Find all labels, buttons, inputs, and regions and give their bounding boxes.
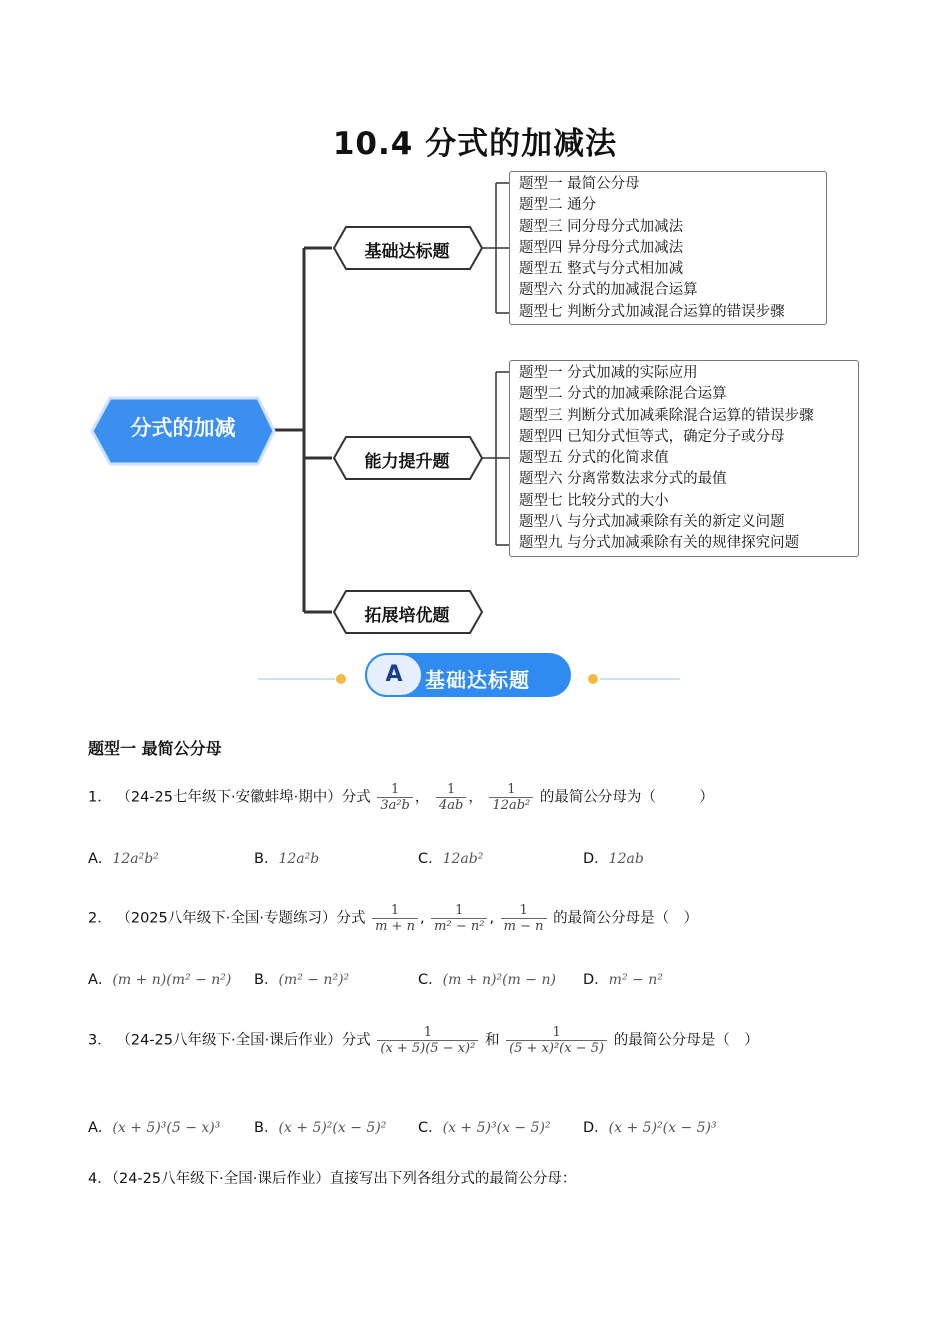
option-d[interactable]: D．(x + 5)²(x − 5)³	[583, 1120, 717, 1136]
option-b[interactable]: B．(x + 5)²(x − 5)²	[254, 1120, 387, 1136]
topic-item: 题型九 与分式加减乘除有关的规律探究问题	[519, 535, 800, 552]
topic-item: 题型七 判断分式加减混合运算的错误步骤	[519, 303, 785, 320]
topic-item: 题型五 分式的化简求值	[519, 450, 669, 467]
topic-item: 题型一 最简公分母	[519, 176, 640, 192]
fraction: $\frac{1}{\text{3a²b}}$	[377, 782, 413, 813]
fraction: $\frac{1}{\text{m² − n²}}$	[431, 903, 487, 934]
option-b[interactable]: B．12a²b	[254, 851, 320, 867]
topic-item: 题型四 已知分式恒等式，确定分子或分母	[519, 428, 785, 445]
topic-list-basic	[509, 171, 827, 325]
question-4: 4．（24-25八年级下·全国·课后作业）直接写出下列各组分式的最简公分母：	[88, 1171, 577, 1187]
question-tail: 的最简公分母为（ ）	[539, 789, 714, 806]
banner-dot-left	[336, 674, 346, 684]
branch-node-basic: 基础达标题	[364, 242, 450, 262]
section-heading: 题型一 最简公分母	[88, 739, 222, 758]
question-source: （24-25七年级下·安徽蚌埠·期中）分式	[116, 789, 371, 806]
fraction: $\frac{1}{\text{12ab²}}$	[489, 782, 533, 813]
topic-item: 题型一 分式加减的实际应用	[519, 365, 698, 381]
banner-dot-right	[588, 674, 598, 684]
connector-list-2	[482, 372, 509, 545]
option-d[interactable]: D．12ab	[583, 851, 644, 867]
fraction: $\frac{1}{m - n}$	[501, 903, 547, 934]
topic-item: 题型七 比较分式的大小	[519, 492, 669, 509]
topic-item: 题型二 通分	[519, 197, 597, 214]
question-3: 3． （24-25八年级下·全国·课后作业）分式 $\frac{1}{\text{(x + 5)(5 − x)²}}$ 和 $\frac{1}{\text{(5 + x)²(x − 5)}}$ 的最简公分母是（ ）	[88, 1025, 759, 1056]
topic-item: 题型三 判断分式加减乘除混合运算的错误步骤	[519, 407, 814, 424]
topic-item: 题型六 分离常数法求分式的最值	[519, 471, 727, 488]
connector-list-1	[482, 183, 509, 313]
question-2: 2． （2025八年级下·全国·专题练习）分式 $\frac{1}{m + n}$ , $\frac{1}{\text{m² − n²}}$ , $\frac{1}{m - n}$ 的最简公分母是（ ）	[88, 903, 699, 934]
section-banner-label: 基础达标题	[425, 668, 530, 692]
topic-item: 题型八 与分式加减乘除有关的新定义问题	[519, 514, 785, 531]
topic-item: 题型三 同分母分式加减法	[519, 218, 684, 235]
branch-node-advanced: 能力提升题	[364, 452, 450, 472]
option-a[interactable]: A．12a²b²	[88, 851, 159, 867]
fraction: $\frac{1}{m + n}$	[372, 903, 418, 934]
topic-item: 题型五 整式与分式相加减	[519, 261, 684, 278]
topic-item: 题型四 异分母分式加减法	[519, 239, 684, 256]
root-node: 分式的加减	[130, 416, 236, 440]
option-c[interactable]: C．(x + 5)³(x − 5)²	[418, 1120, 551, 1136]
page-title: 10.4 分式的加减法	[332, 126, 618, 162]
topic-item: 题型六 分式的加减混合运算	[519, 282, 698, 299]
fraction: $\frac{1}{\text{(x + 5)(5 − x)²}}$	[377, 1025, 478, 1056]
question-1: 1． （24-25七年级下·安徽蚌埠·期中）分式 $\frac{1}{\text{3a²b}}$ ， $\frac{1}{4ab}$ ， $\frac{1}{\text{12ab²}}$ 的最简公分母为（ ）	[88, 782, 714, 813]
option-b[interactable]: B．(m² − n²)²	[254, 972, 350, 988]
option-c[interactable]: C．12ab²	[418, 851, 484, 867]
option-d[interactable]: D．m² − n²	[583, 972, 663, 988]
option-c[interactable]: C．(m + n)²(m − n)	[418, 972, 556, 988]
section-banner-letter: A	[365, 653, 423, 697]
option-a[interactable]: A．(m + n)(m² − n²)	[88, 972, 232, 988]
fraction: $\frac{1}{4ab}$	[436, 782, 466, 813]
question-number: 1．	[88, 789, 112, 806]
fraction: $\frac{1}{\text{(5 + x)²(x − 5)}}$	[506, 1025, 607, 1056]
branch-node-extension: 拓展培优题	[364, 606, 450, 626]
topic-item: 题型二 分式的加减乘除混合运算	[519, 386, 727, 403]
topic-list-advanced	[509, 360, 859, 557]
option-a[interactable]: A．(x + 5)³(5 − x)³	[88, 1120, 221, 1136]
